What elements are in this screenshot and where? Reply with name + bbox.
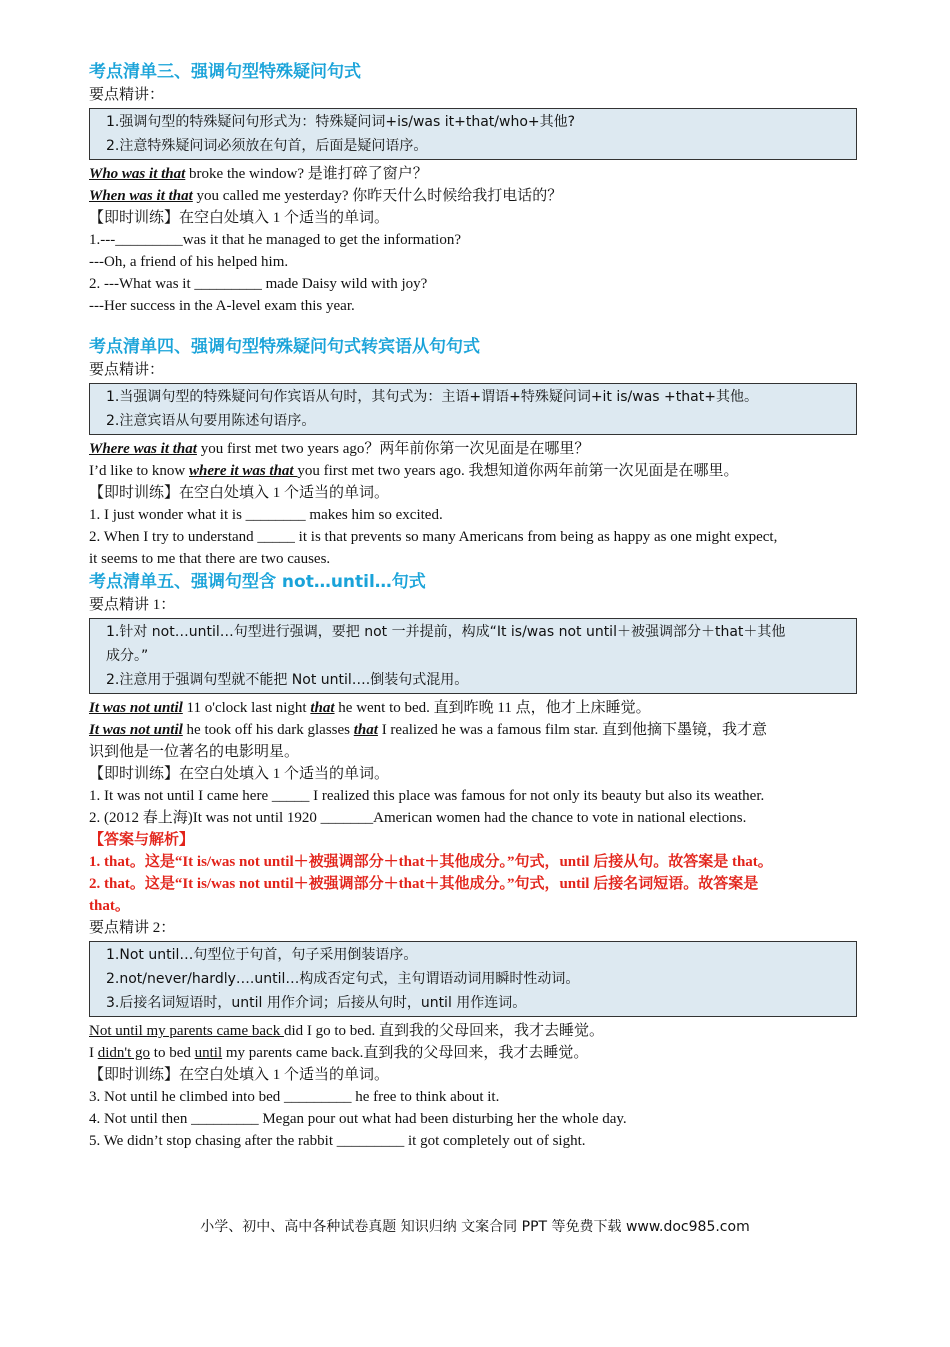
emphasis-phrase: where it was that — [188, 463, 298, 479]
emphasis-phrase: It was not until — [89, 700, 183, 716]
example-text: did I go to bed. 直到我的父母回来，我才去睡觉。 — [283, 1023, 604, 1039]
training-label: 【即时训练】在空白处填入 1 个适当的单词。 — [89, 766, 390, 782]
example-sentence — [89, 1020, 879, 1042]
example-sentence — [89, 185, 879, 207]
example-sentence — [89, 460, 879, 482]
exercise-line: ---Her success in the A-level exam this year. — [89, 298, 355, 314]
answer-line: 1. that。这是“It is/was not until＋被强调部分＋that＋其他成分。”句式，until 后接从句。故答案是 that。 — [89, 854, 773, 870]
section-5-title: 考点清单五、强调句型含 not…until…句式 — [89, 572, 426, 592]
example-text: I realized he was a famous film star. 直到他摘下墨镜，我才意 — [377, 722, 768, 738]
exercise-line: 4. Not until then _________ Megan pour out what had been disturbing her the whole day. — [89, 1111, 627, 1127]
section-5-label-1: 要点精讲 1： — [89, 597, 176, 613]
underlined-phrase: Not until my parents came back — [89, 1023, 284, 1039]
spacer — [89, 317, 879, 335]
example-text: my parents came back.直到我的父母回来，我才去睡觉。 — [222, 1045, 589, 1061]
example-sentence — [89, 1042, 879, 1064]
training-label: 【即时训练】在空白处填入 1 个适当的单词。 — [89, 485, 390, 501]
keypoint: 2.注意特殊疑问词必须放在句首，后面是疑问语序。 — [106, 138, 428, 154]
underlined-phrase: didn't go — [97, 1045, 151, 1061]
example-sentence — [89, 438, 879, 460]
section-5-keypoints-box-2 — [89, 941, 857, 1017]
example-text: you first met two years ago. 我想知道你两年前第一次见面是在哪里。 — [297, 463, 739, 479]
exercise-line: 2. (2012 春上海)It was not until 1920 _______American women had the chance to vote in national elections. — [89, 810, 747, 826]
keypoint: 成分。” — [106, 648, 149, 664]
answer-line: that。 — [89, 898, 130, 914]
training-label: 【即时训练】在空白处填入 1 个适当的单词。 — [89, 1067, 390, 1083]
keypoint: 2.not/never/hardly….until…构成否定句式，主句谓语动词用瞬时性动词。 — [106, 971, 580, 987]
example-sentence — [89, 163, 879, 185]
emphasis-phrase: that — [310, 700, 335, 716]
example-sentence — [89, 719, 879, 741]
exercise-line: 2. When I try to understand _____ it is that prevents so many Americans from being as happy as one might expect, — [89, 529, 778, 545]
example-text: broke the window? 是谁打碎了窗户？ — [185, 166, 428, 182]
example-text: to bed — [150, 1045, 195, 1061]
section-5-keypoints-box-1 — [89, 618, 857, 694]
section-4-title: 考点清单四、强调句型特殊疑问句式转宾语从句句式 — [89, 337, 480, 357]
exercise-line: ---Oh, a friend of his helped him. — [89, 254, 289, 270]
emphasis-phrase: Who was it that — [89, 166, 186, 182]
example-text: 11 o'clock last night — [182, 700, 311, 716]
document-page — [89, 60, 879, 1152]
example-sentence — [89, 697, 879, 719]
example-text: I — [89, 1045, 98, 1061]
section-3-keypoints-box — [89, 108, 857, 160]
exercise-line: 5. We didn’t stop chasing after the rabbit _________ it got completely out of sight. — [89, 1133, 586, 1149]
page-footer: 小学、初中、高中各种试卷真题 知识归纳 文案合同 PPT 等免费下载 www.doc985.com — [200, 1219, 750, 1235]
exercise-line: it seems to me that there are two causes. — [89, 551, 331, 567]
section-3-label: 要点精讲： — [89, 87, 165, 103]
exercise-line: 2. ---What was it _________ made Daisy wild with joy? — [89, 276, 428, 292]
answer-title: 【答案与解析】 — [89, 832, 195, 848]
keypoint: 1.当强调句型的特殊疑问句作宾语从句时，其句式为：主语+谓语+特殊疑问词+it is/was +that+其他。 — [106, 389, 758, 405]
keypoint: 1.Not until…句型位于句首，句子采用倒装语序。 — [106, 947, 418, 963]
keypoint: 3.后接名词短语时，until 用作介词；后接从句时，until 用作连词。 — [106, 995, 527, 1011]
section-3-title: 考点清单三、强调句型特殊疑问句式 — [89, 62, 361, 82]
emphasis-phrase: that — [353, 722, 378, 738]
section-5-label-2: 要点精讲 2： — [89, 920, 176, 936]
example-text: he went to bed. 直到昨晚 11 点，他才上床睡觉。 — [334, 700, 651, 716]
emphasis-phrase: When was it that — [89, 188, 193, 204]
section-4-label: 要点精讲： — [89, 362, 165, 378]
example-sentence-continued: 识到他是一位著名的电影明星。 — [89, 744, 300, 760]
exercise-line: 1. I just wonder what it is ________ makes him so excited. — [89, 507, 443, 523]
exercise-line: 3. Not until he climbed into bed _________ he free to think about it. — [89, 1089, 500, 1105]
training-label: 【即时训练】在空白处填入 1 个适当的单词。 — [89, 210, 390, 226]
example-text: you called me yesterday? 你昨天什么时候给我打电话的？ — [192, 188, 563, 204]
section-4-keypoints-box — [89, 383, 857, 435]
exercise-line: 1. It was not until I came here _____ I realized this place was famous for not only its beauty but also its weather. — [89, 788, 765, 804]
keypoint: 2.注意宾语从句要用陈述句语序。 — [106, 413, 316, 429]
emphasis-phrase: Where was it that — [89, 441, 197, 457]
example-text: I’d like to know — [89, 463, 189, 479]
answer-line: 2. that。这是“It is/was not until＋被强调部分＋that＋其他成分。”句式，until 后接名词短语。故答案是 — [89, 876, 759, 892]
underlined-phrase: until — [194, 1045, 223, 1061]
exercise-line: 1.---_________was it that he managed to get the information? — [89, 232, 461, 248]
keypoint: 1.针对 not…until…句型进行强调，要把 not 一并提前，构成“It is/was not until＋被强调部分＋that＋其他 — [106, 624, 786, 640]
keypoint: 2.注意用于强调句型就不能把 Not until….倒装句式混用。 — [106, 672, 469, 688]
emphasis-phrase: It was not until — [89, 722, 183, 738]
example-text: he took off his dark glasses — [182, 722, 354, 738]
keypoint: 1.强调句型的特殊疑问句形式为：特殊疑问词+is/was it+that/who+其他? — [106, 114, 576, 130]
example-text: you first met two years ago？两年前你第一次见面是在哪里？ — [196, 441, 590, 457]
